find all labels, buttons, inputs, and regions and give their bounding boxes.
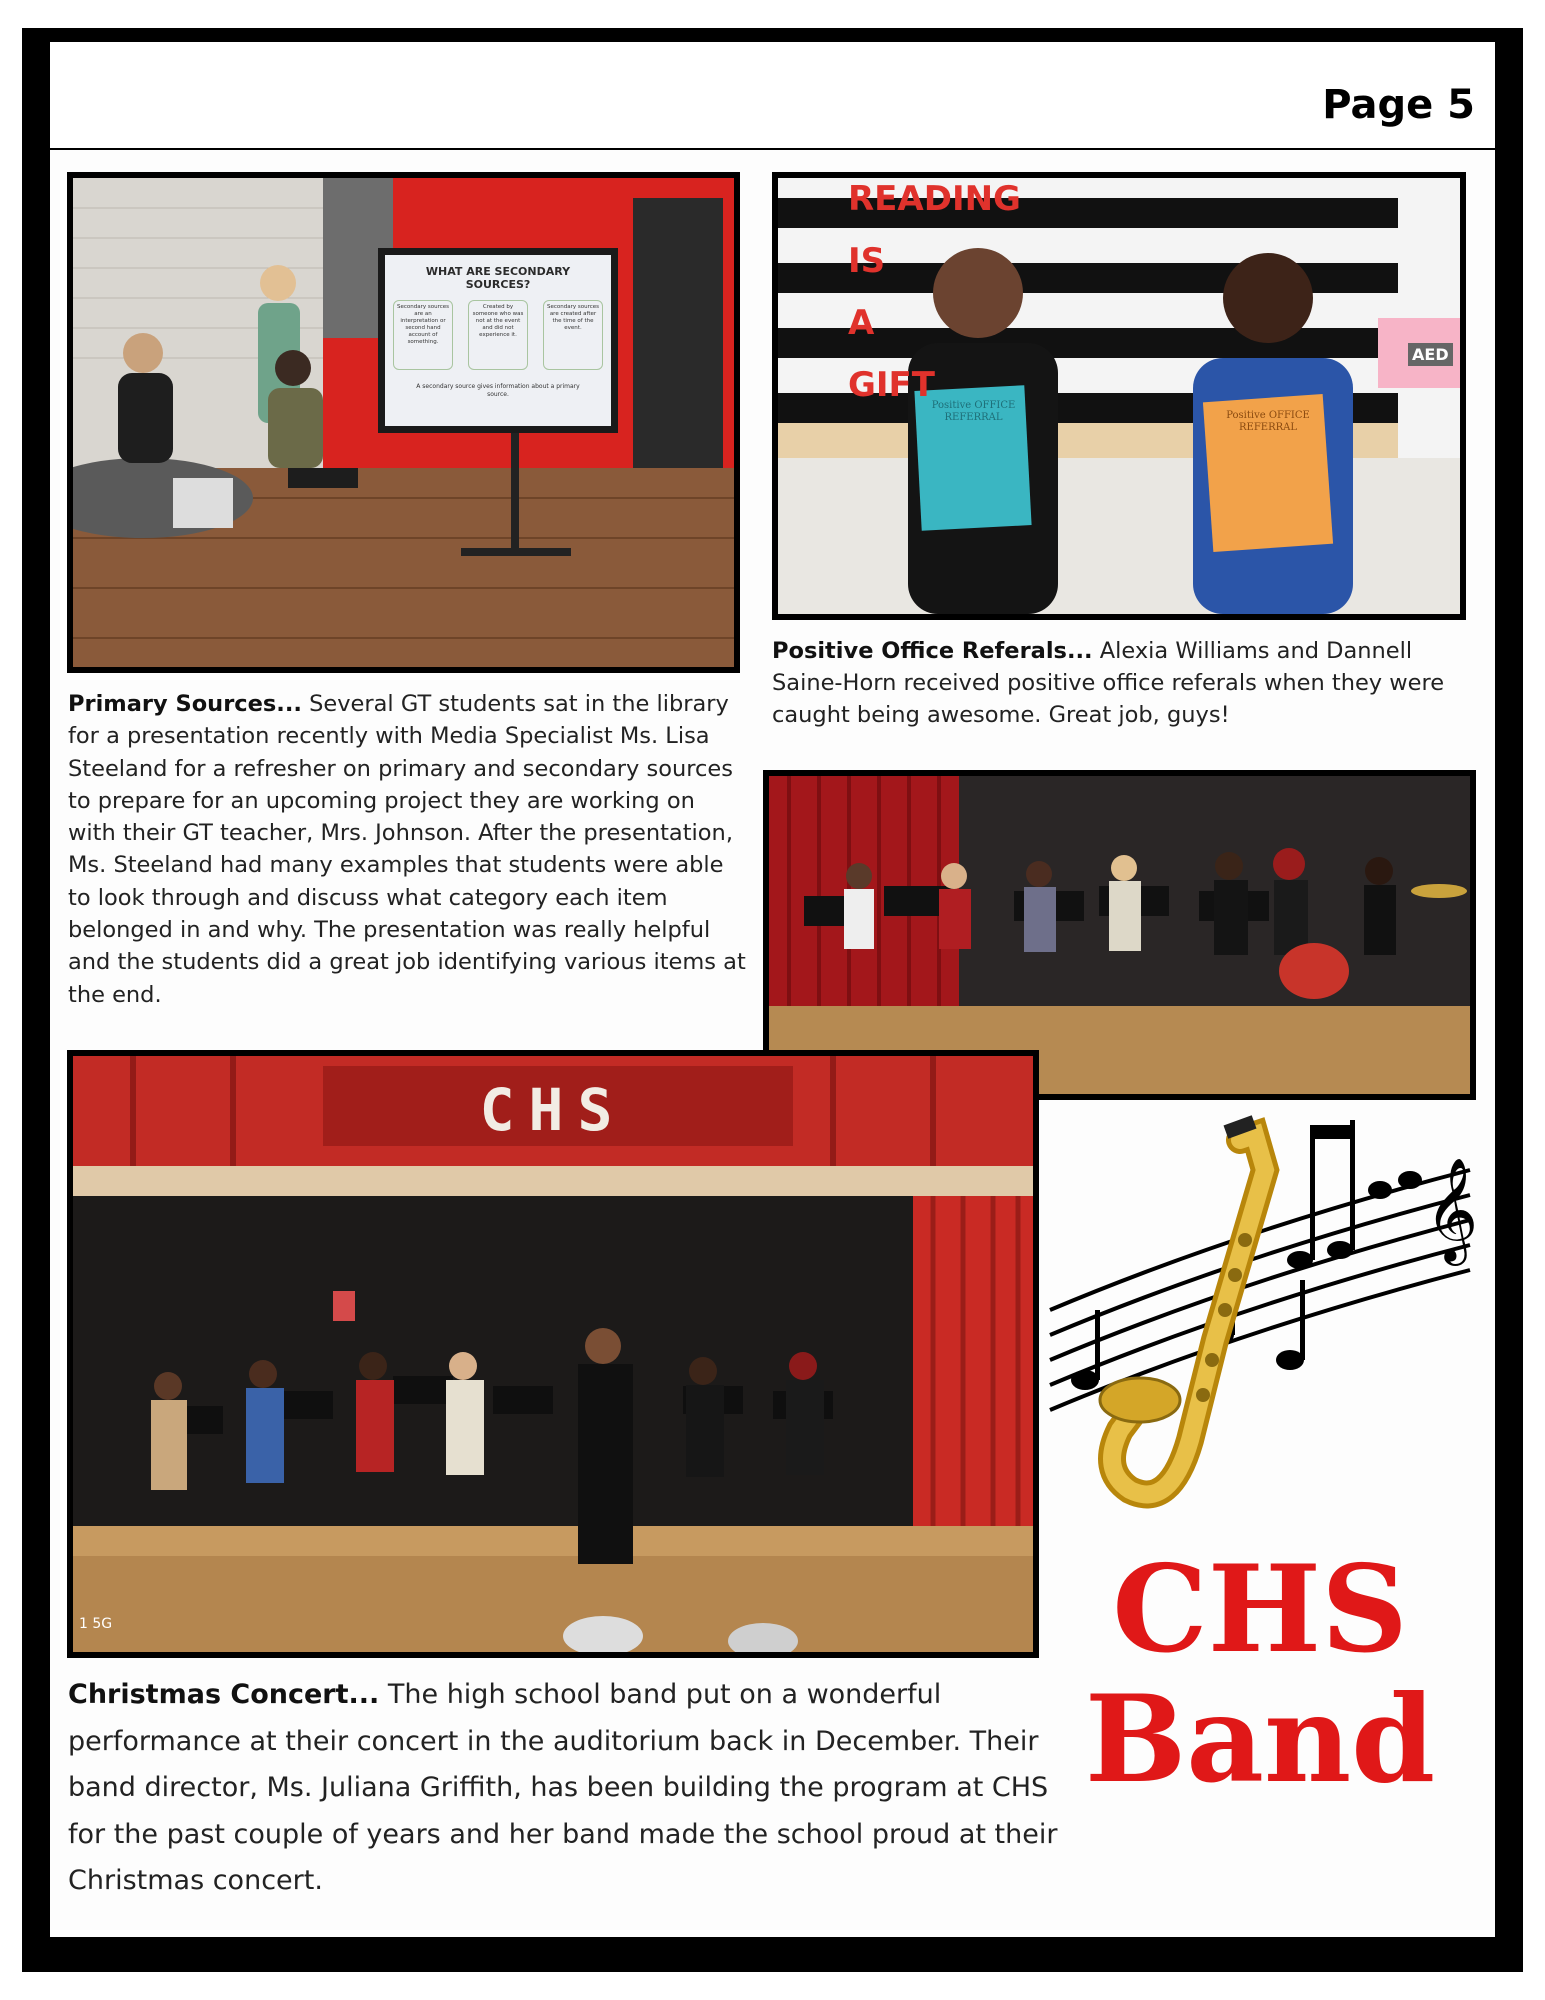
certificate-title-left: Positive OFFICE REFERRAL (931, 400, 1016, 423)
svg-text:𝄞: 𝄞 (1425, 1157, 1479, 1262)
reading-banner: READING IS A GIFT (848, 179, 1021, 405)
certificate-title-right: Positive OFFICE REFERRAL (1226, 410, 1310, 433)
positive-referrals-photo (772, 172, 1466, 620)
screen-footer: A secondary source gives information about a primary source. (416, 383, 580, 398)
primary-sources-caption (68, 688, 748, 1011)
stage-sign: CHS (479, 1076, 627, 1144)
screen-box-1: Secondary sources are an interpretation or second hand account of something. (393, 300, 453, 370)
screen-box-2: Created by someone who was not at the event and did not experience it. (468, 300, 528, 370)
concert-lead: Christmas Concert... (68, 1679, 380, 1710)
screen-title: WHAT ARE SECONDARY SOURCES? (425, 265, 571, 291)
primary-sources-lead: Primary Sources... (68, 691, 302, 717)
primary-sources-body: Several GT students sat in the library for a presentation recently with Media Specialist Ms. Lisa Steeland for a refresher on primary and secondary sources to prepare for an upcoming project they are working on with their GT teacher, Mrs. Johnson. After the presentation, Ms. Steeland had many examples that students were able to look through and discuss what category each item belonged in and why. The presentation was really helpful and the students did a great job identifying various items at the end. (68, 691, 746, 1008)
concert-caption (68, 1672, 1058, 1905)
saxophone-music-notes-icon (1040, 1110, 1480, 1550)
christmas-concert-photo (67, 1050, 1039, 1658)
library-presentation-photo (67, 172, 740, 673)
aed-sign: AED (1408, 343, 1453, 366)
referrals-caption (772, 635, 1472, 731)
concert-body: The high school band put on a wonderful performance at their concert in the auditorium back in December. Their band director, Ms. Juliana Griffith, has been building the program at CHS for the past couple of years and her band made the school proud at their Christmas concert. (68, 1679, 1058, 1896)
page-number: Page 5 (1322, 82, 1475, 128)
phone-overlay: 1 5G (79, 1616, 113, 1632)
band-title-line1: CHS (1112, 1539, 1408, 1680)
band-title (1050, 1539, 1470, 1810)
band-stage-scene (769, 776, 1470, 1094)
concert-stage-scene (73, 1056, 1033, 1652)
screen-box-3: Secondary sources are created after the time of the event. (543, 300, 603, 370)
referrals-body: Alexia Williams and Dannell Saine-Horn received positive office referals when they were caught being awesome. Great job, guys! (772, 638, 1445, 728)
page-header (50, 42, 1495, 148)
referrals-lead: Positive Office Referals... (772, 638, 1093, 664)
band-title-line2: Band (1084, 1669, 1436, 1810)
